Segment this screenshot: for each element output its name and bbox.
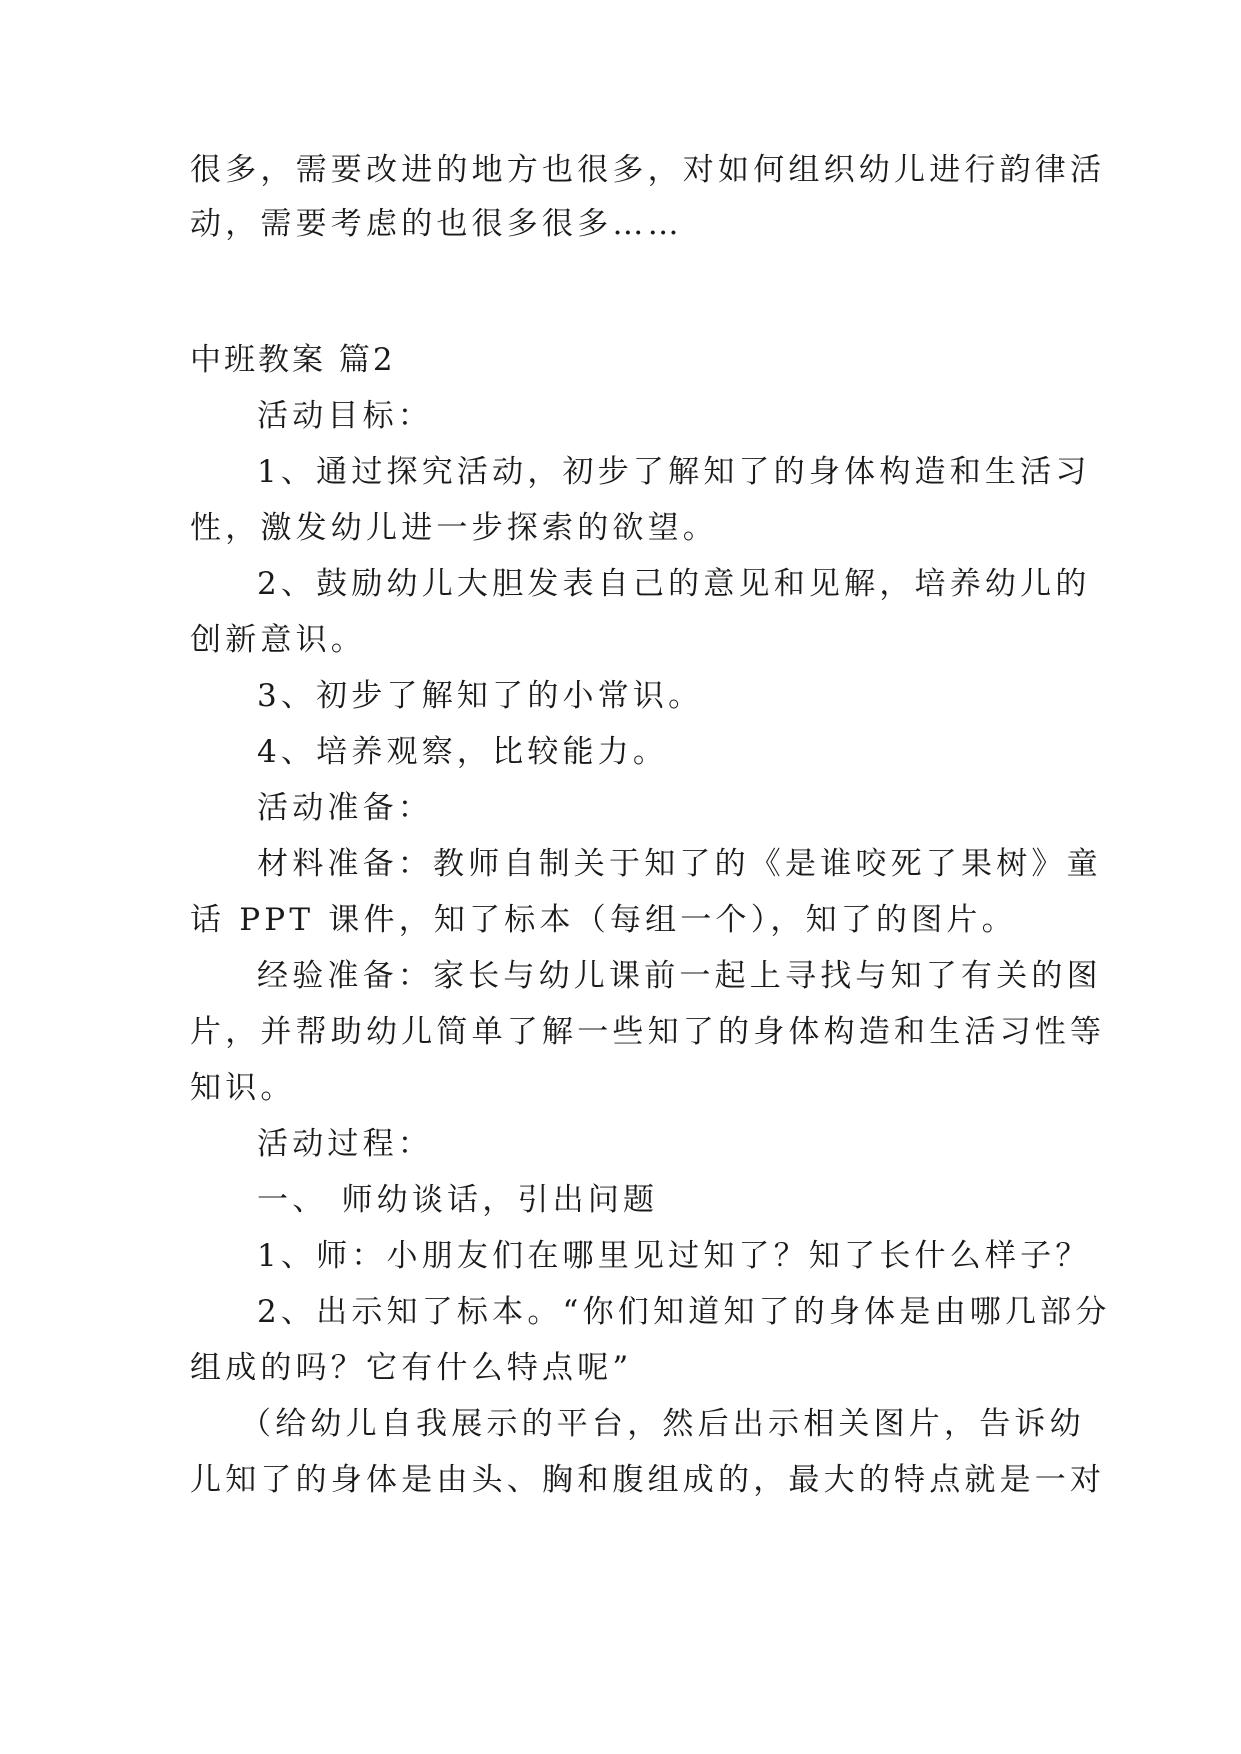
text-line: 2、鼓励幼儿大胆发表自己的意见和见解，培养幼儿的: [257, 566, 1091, 602]
text-line: 4、培养观察，比较能力。: [257, 734, 669, 770]
text-line: 活动准备：: [257, 790, 433, 826]
text-line: 创新意识。: [190, 622, 366, 658]
text-line: 一、 师幼谈话，引出问题: [257, 1182, 659, 1218]
text-line: 2、出示知了标本。“你们知道知了的身体是由哪几部分: [257, 1294, 1111, 1330]
text-line: 经验准备：家长与幼儿课前一起上寻找与知了有关的图: [257, 958, 1102, 994]
text-line: 动，需要考虑的也很多很多……: [190, 206, 683, 242]
text-line: （给幼儿自我展示的平台，然后出示相关图片，告诉幼: [240, 1406, 1085, 1442]
text-line: 儿知了的身体是由头、胸和腹组成的，最大的特点就是一对: [190, 1462, 1106, 1498]
text-line: 知识。: [190, 1070, 296, 1106]
text-line: 活动目标：: [257, 398, 433, 434]
text-line: 组成的吗？它有什么特点呢”: [190, 1350, 633, 1386]
text-line: 片，并帮助幼儿简单了解一些知了的身体构造和生活习性等: [190, 1014, 1106, 1050]
text-line: 很多，需要改进的地方也很多，对如何组织幼儿进行韵律活: [190, 152, 1106, 188]
text-line: 材料准备：教师自制关于知了的《是谁咬死了果树》童: [257, 846, 1102, 882]
text-line: 活动过程：: [257, 1126, 433, 1162]
text-line: 性，激发幼儿进一步探索的欲望。: [190, 510, 718, 546]
text-line: 话 PPT 课件，知了标本（每组一个），知了的图片。: [190, 902, 1017, 938]
text-line: 1、师：小朋友们在哪里见过知了？知了长什么样子？: [257, 1238, 1091, 1274]
text-line: 3、初步了解知了的小常识。: [257, 678, 704, 714]
section-heading: 中班教案 篇2: [190, 342, 396, 378]
text-line: 1、通过探究活动，初步了解知了的身体构造和生活习: [257, 454, 1091, 490]
